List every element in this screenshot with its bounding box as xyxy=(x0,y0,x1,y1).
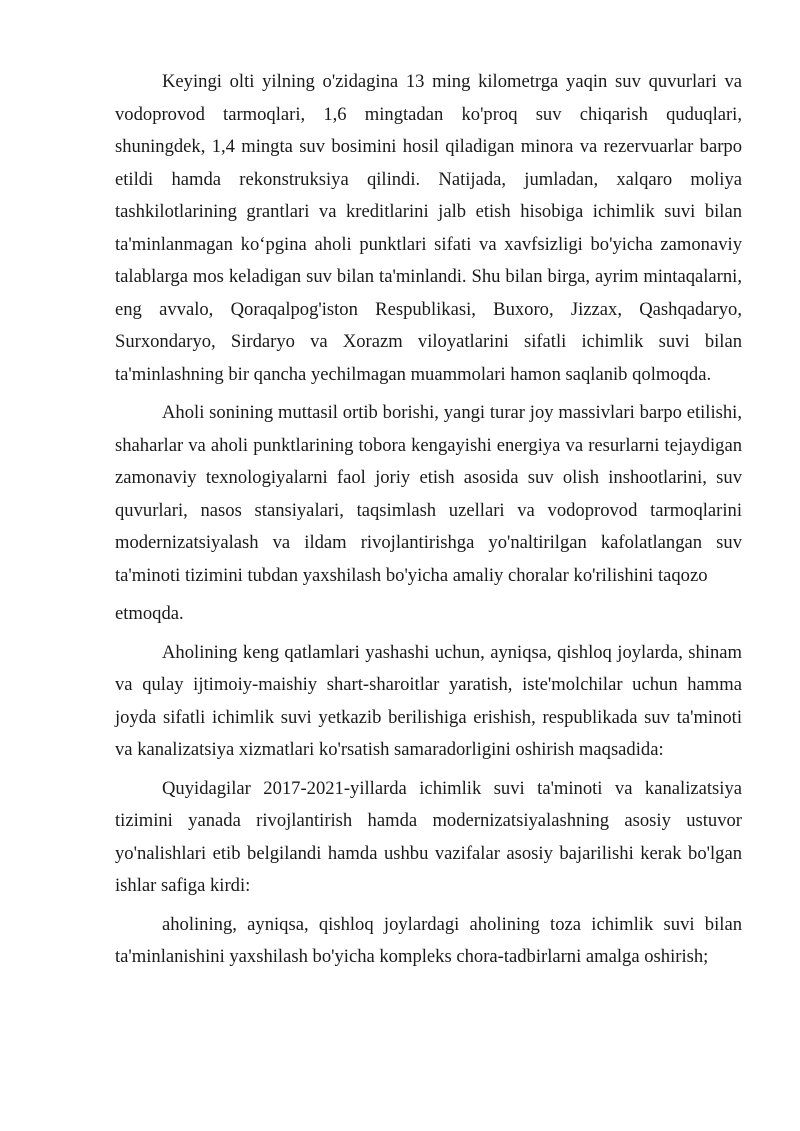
paragraph-water-infrastructure: Keyingi olti yilning o'zidagina 13 ming kilometrga yaqin suv quvurlari va vodoprovod tarmoqlari, 1,6 mingtadan ko'proq suv chiqarish quduqlari, shuningdek, 1,4 mingta suv bosimini hosil qiladigan minora va rezervuarlar barpo etildi hamda rekonstruksiya qilindi. Natijada, jumladan, xalqaro moliya tashkilotlarining grantlari va kreditlarini jalb etish hisobiga ichimlik suvi bilan ta'minlanmagan ko‘pgina aholi punktlari sifati va xavfsizligi bo'yicha zamonaviy talablarga mos keladigan suv bilan ta'minlandi. Shu bilan birga, ayrim mintaqalarni, eng avvalo, Qoraqalpog'iston Respublikasi, Buxoro, Jizzax, Qashqadaryo, Surxondaryo, Sirdaryo va Xorazm viloyatlarini sifatli ichimlik suvi bilan ta'minlashning bir qancha yechilmagan muammolari hamon saqlanib qolmoqda. xyxy=(115,71,742,385)
paragraph-living-conditions: Aholining keng qatlamlari yashashi uchun, ayniqsa, qishloq joylarda, shinam va qulay ijtimoiy-maishiy shart-sharoitlar yaratish, iste'molchilar uchun hamma joyda sifatli ichimlik suvi yetkazib berilishiga erishish, respublikada suv ta'minoti va kanalizatsiya xizmatlari ko'rsatish samaradorligini oshirish maqsadida: xyxy=(115,641,742,760)
document-page xyxy=(115,66,742,980)
paragraph-list-item-clean-water: aholining, ayniqsa, qishloq joylardagi aholining toza ichimlik suvi bilan ta'minlanishini yaxshilash bo'yicha kompleks chora-tadbirlarni amalga oshirish; xyxy=(115,913,742,967)
paragraph-priority-directions: Quyidagilar 2017-2021-yillarda ichimlik suvi ta'minoti va kanalizatsiya tizimini yanada rivojlantirish hamda modernizatsiyalashning asosiy ustuvor yo'nalishlari etib belgilandi hamda ushbu vazifalar asosiy bajarilishi kerak bo'lgan ishlar safiga kirdi: xyxy=(115,777,742,896)
paragraph-population-growth: Aholi sonining muttasil ortib borishi, yangi turar joy massivlari barpo etilishi, shaharlar va aholi punktlarining tobora kengayishi energiya va resurlarni tejaydigan zamonaviy texnologiyalarni faol joriy etish asosida suv olish inshootlarini, suv quvurlari, nasos stansiyalari, taqsimlash uzellari va vodoprovod tarmoqlarini modernizatsiyalash va ildam rivojlantirishga yo'naltirilgan kafolatlangan suv ta'minoti tizimini tubdan yaxshilash bo'yicha amaliy choralar ko'rilishini taqozo xyxy=(115,402,742,586)
paragraph-continuation: etmoqda. xyxy=(115,603,184,624)
